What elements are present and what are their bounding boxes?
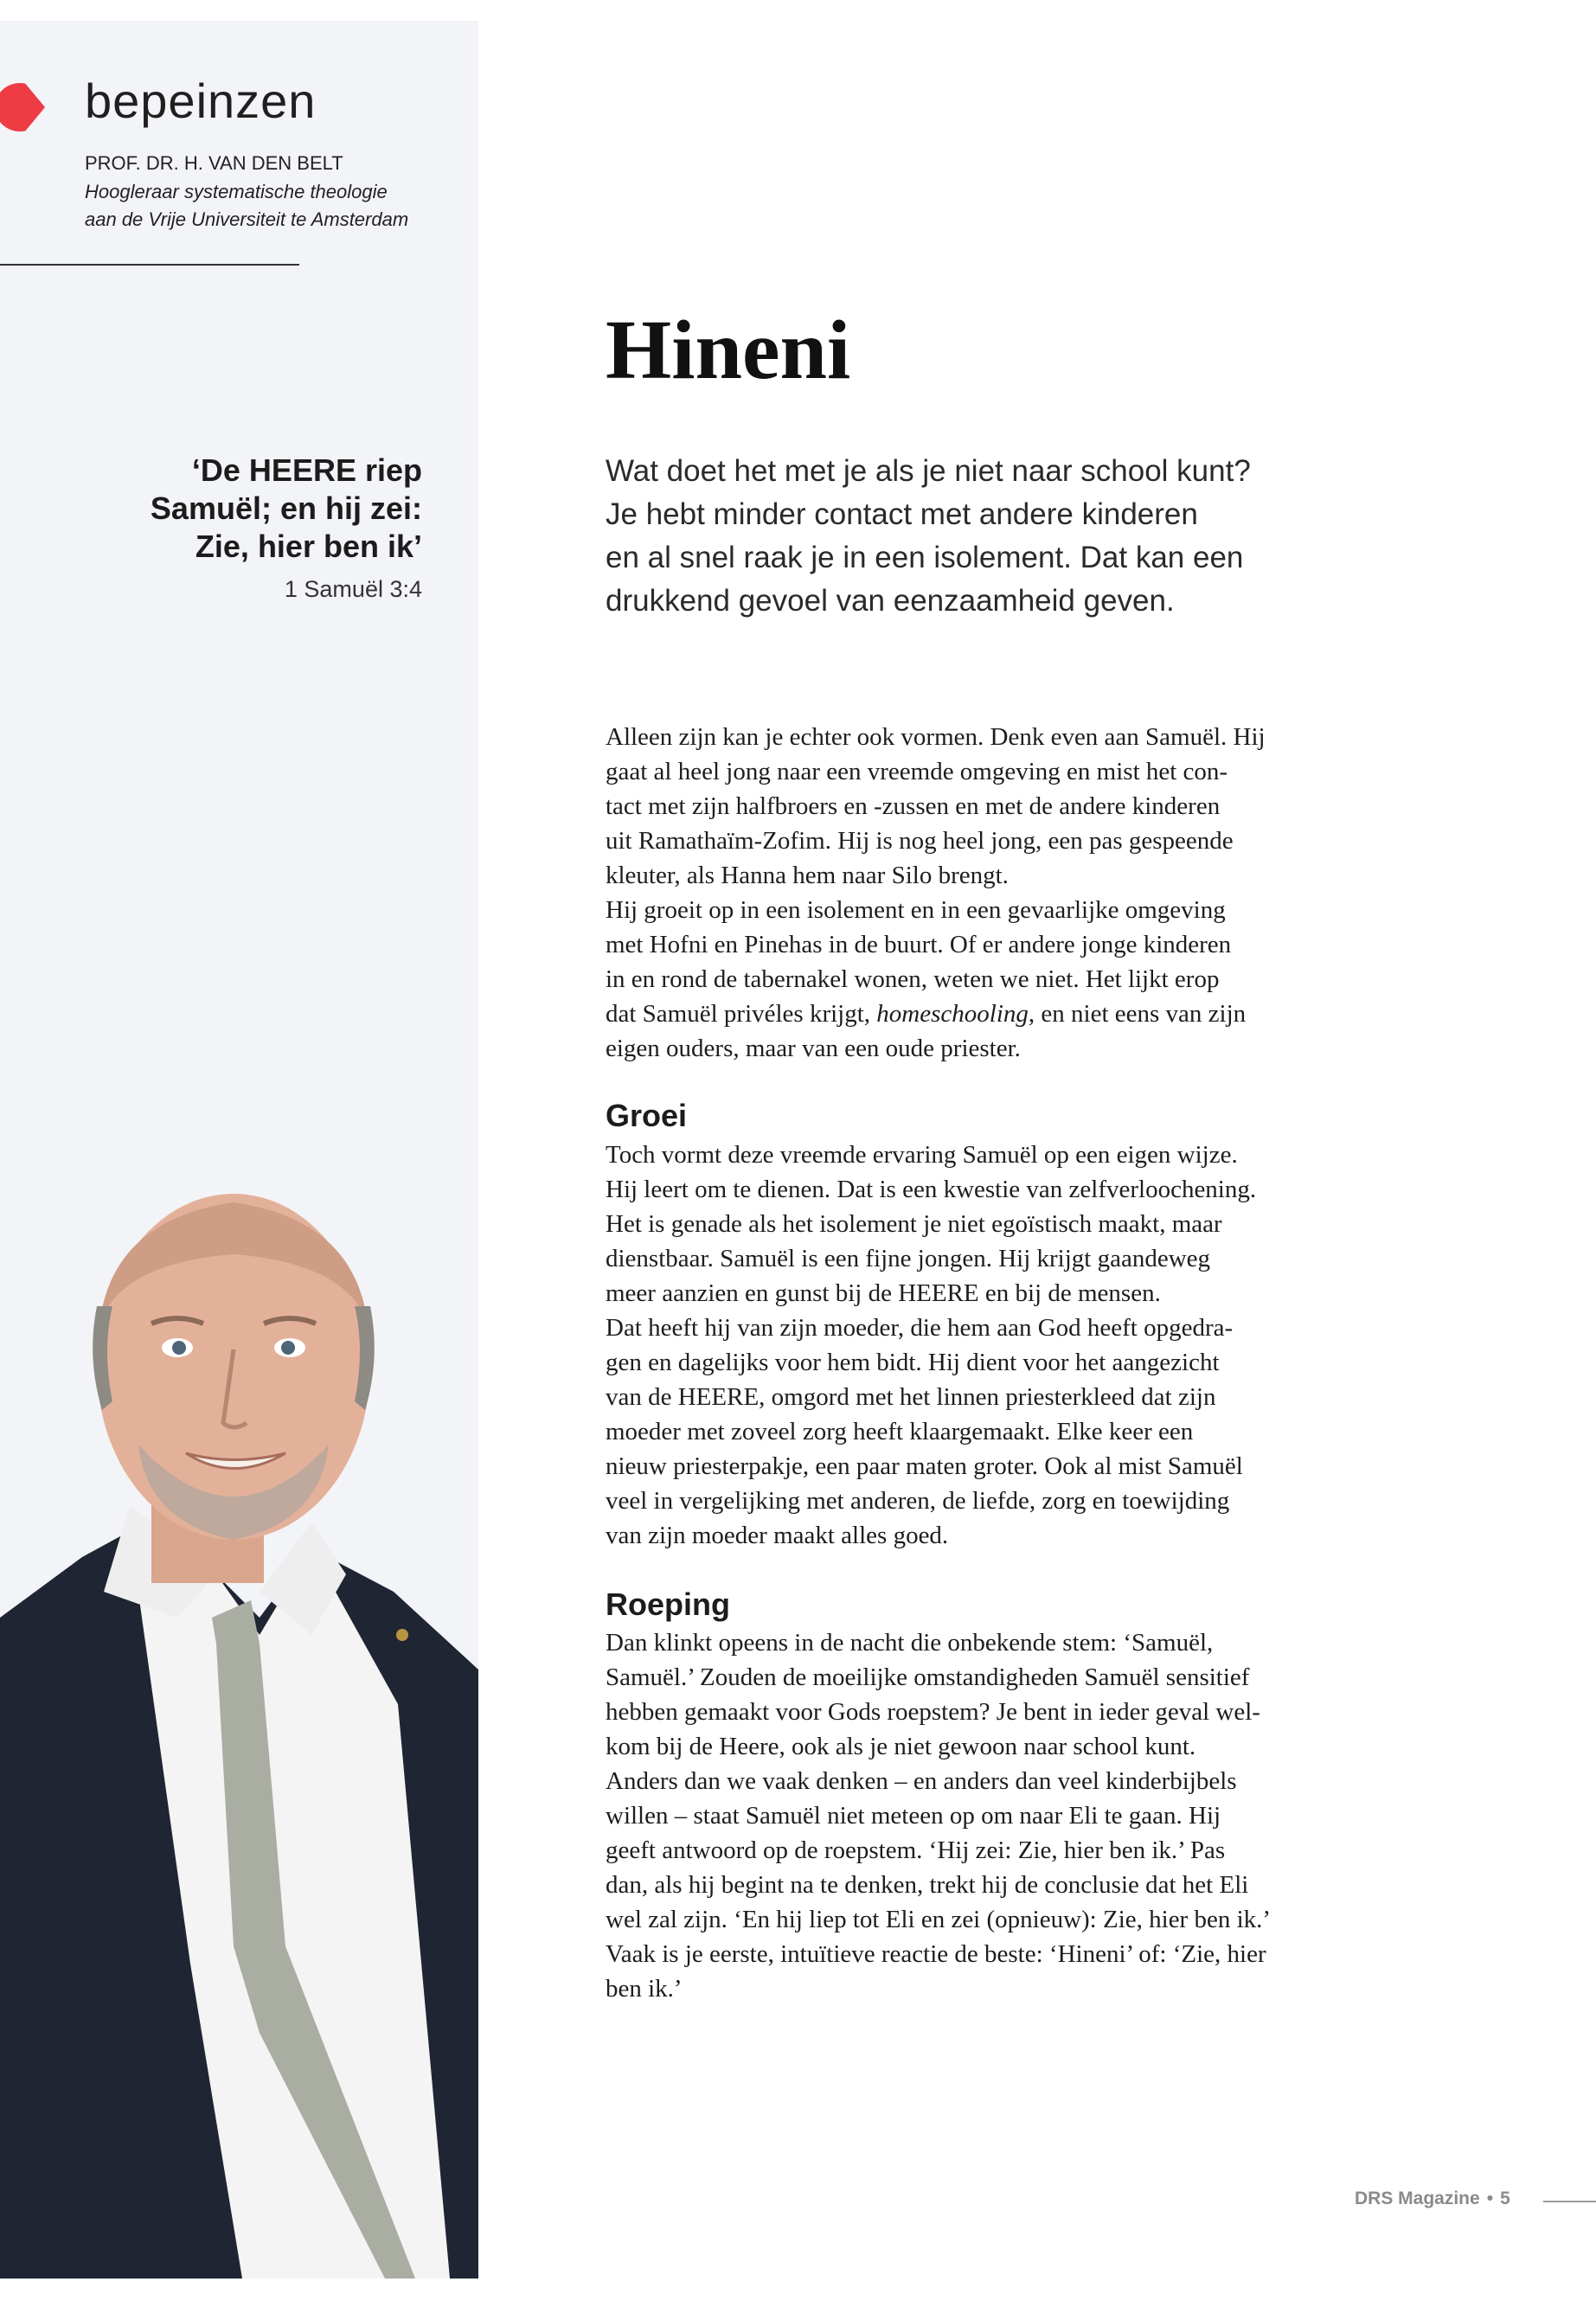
body-line: uit Ramathaïm-Zofim. Hij is nog heel jong, een pas gespeende <box>606 827 1234 855</box>
page-footer <box>1355 2189 1510 2209</box>
article-title: Hineni <box>606 304 851 397</box>
body-line: ben ik.’ <box>606 1975 683 2003</box>
body-line: Het is genade als het isolement je niet egoïstisch maakt, maar <box>606 1210 1222 1238</box>
body-line: tact met zijn halfbroers en -zussen en met de andere kinderen <box>606 792 1221 820</box>
intro-line: Je hebt minder contact met andere kinderen <box>606 497 1198 531</box>
body-line: eigen ouders, maar van een oude priester. <box>606 1035 1021 1062</box>
body-line: gen en dagelijks voor hem bidt. Hij dient voor het aangezicht <box>606 1349 1220 1376</box>
article-intro <box>606 450 1349 623</box>
body-line: Dan klinkt opeens in de nacht die onbekende stem: ‘Samuël, <box>606 1629 1214 1657</box>
body-line: dan, als hij begint na te denken, trekt hij de conclusie dat het Eli <box>606 1871 1249 1899</box>
body-line: Dat heeft hij van zijn moeder, die hem aan God heeft opgedra- <box>606 1314 1234 1342</box>
pull-quote-line: Zie, hier ben ik’ <box>195 529 422 564</box>
body-line: gaat al heel jong naar een vreemde omgeving en mist het con- <box>606 758 1228 785</box>
section-label: bepeinzen <box>85 74 317 128</box>
body-line: kleuter, als Hanna hem naar Silo brengt. <box>606 862 1009 889</box>
author-role-line: aan de Vrije Universiteit te Amsterdam <box>85 208 409 230</box>
pull-quote-line: ‘De HEERE riep <box>191 452 422 488</box>
body-line: Hij groeit op in een isolement en in een gevaarlijke omgeving <box>606 896 1226 924</box>
author-name: PROF. DR. H. VAN DEN BELT <box>85 152 343 174</box>
magazine-name: DRS Magazine <box>1355 2189 1480 2208</box>
body-line: meer aanzien en gunst bij de HEERE en bij de mensen. <box>606 1279 1161 1307</box>
body-text-segment: , en niet eens van zijn <box>1028 1000 1247 1028</box>
author-role <box>85 178 465 234</box>
sidebar-divider <box>0 264 299 266</box>
body-line: van de HEERE, omgord met het linnen priesterkleed dat zijn <box>606 1383 1216 1411</box>
body-line: Anders dan we vaak denken – en anders dan veel kinderbijbels <box>606 1767 1237 1795</box>
body-line: Toch vormt deze vreemde ervaring Samuël op een eigen wijze. <box>606 1141 1238 1169</box>
body-paragraph-3 <box>606 1625 1315 2006</box>
body-line: wel zal zijn. ‘En hij liep tot Eli en zei (opnieuw): Zie, hier ben ik.’ <box>606 1906 1272 1933</box>
body-line: kom bij de Heere, ook als je niet gewoon naar school kunt. <box>606 1733 1196 1760</box>
body-line: van zijn moeder maakt alles goed. <box>606 1522 949 1549</box>
author-role-line: Hoogleraar systematische theologie <box>85 181 388 202</box>
body-paragraph-1 <box>606 720 1315 1066</box>
footer-divider <box>1543 2201 1596 2202</box>
body-text-segment: dat Samuël privéles krijgt, <box>606 1000 877 1028</box>
intro-line: drukkend gevoel van eenzaamheid geven. <box>606 584 1175 618</box>
body-line <box>606 997 1315 1031</box>
body-line: Hij leert om te dienen. Dat is een kwestie van zelfverloochening. <box>606 1176 1257 1203</box>
body-line: Samuël.’ Zouden de moeilijke omstandigheden Samuël sensitief <box>606 1663 1250 1691</box>
body-line: willen – staat Samuël niet meteen op om naar Eli te gaan. Hij <box>606 1802 1221 1830</box>
pull-quote-reference: 1 Samuël 3:4 <box>284 576 422 602</box>
body-line: geeft antwoord op de roepstem. ‘Hij zei: Zie, hier ben ik.’ Pas <box>606 1836 1226 1864</box>
homeschooling-emphasis: homeschooling <box>876 1000 1029 1028</box>
body-line: dienstbaar. Samuël is een fijne jongen. Hij krijgt gaandeweg <box>606 1245 1211 1272</box>
body-line: nieuw priesterpakje, een paar maten groter. Ook al mist Samuël <box>606 1452 1243 1480</box>
author-portrait <box>0 1185 478 2279</box>
body-line: met Hofni en Pinehas in de buurt. Of er andere jonge kinderen <box>606 931 1232 958</box>
intro-line: en al snel raak je in een isolement. Dat kan een <box>606 541 1244 574</box>
pull-quote-line: Samuël; en hij zei: <box>150 490 422 526</box>
page-number: 5 <box>1500 2189 1510 2208</box>
body-paragraph-2 <box>606 1138 1315 1553</box>
body-line: veel in vergelijking met anderen, de liefde, zorg en toewijding <box>606 1487 1230 1515</box>
body-line: Vaak is je eerste, intuïtieve reactie de beste: ‘Hineni’ of: ‘Zie, hier <box>606 1940 1266 1968</box>
pull-quote <box>78 452 422 566</box>
body-line: hebben gemaakt voor Gods roepstem? Je bent in ieder geval wel- <box>606 1698 1260 1726</box>
heading-roeping: Roeping <box>606 1586 730 1622</box>
intro-line: Wat doet het met je als je niet naar school kunt? <box>606 454 1251 488</box>
body-line: moeder met zoveel zorg heeft klaargemaakt. Elke keer een <box>606 1418 1194 1445</box>
footer-separator: • <box>1486 2189 1494 2208</box>
body-line: in en rond de tabernakel wonen, weten we niet. Het lijkt erop <box>606 965 1220 993</box>
heading-groei: Groei <box>606 1098 688 1133</box>
body-line: Alleen zijn kan je echter ook vormen. Denk even aan Samuël. Hij <box>606 723 1266 751</box>
